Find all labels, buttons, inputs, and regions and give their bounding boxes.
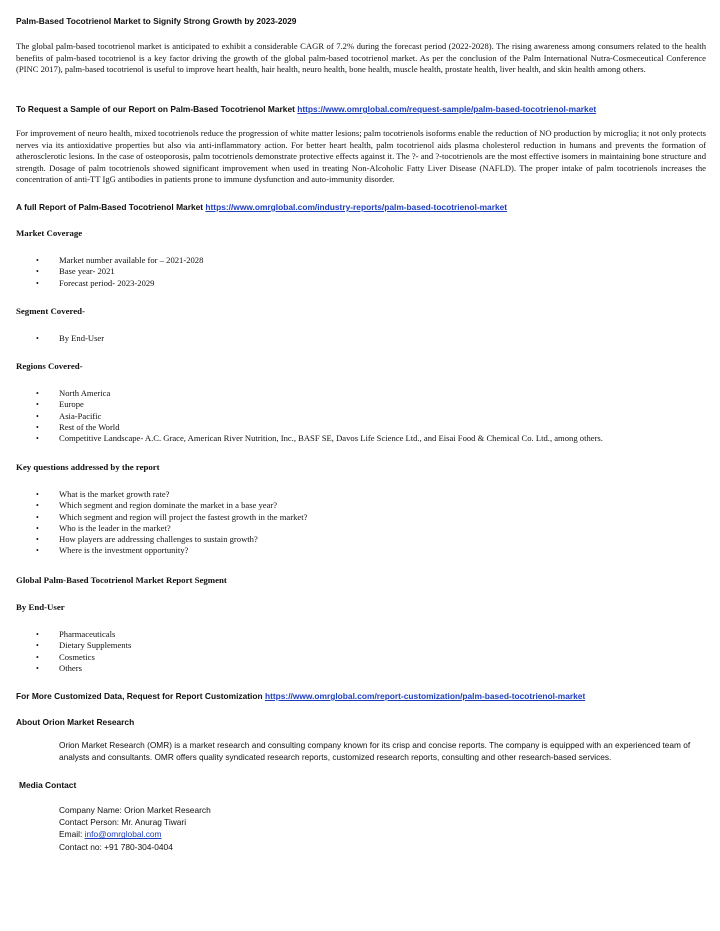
regions-covered-heading: Regions Covered-	[16, 361, 83, 371]
sample-request-line	[16, 104, 596, 115]
list-item: • Dietary Supplements	[36, 640, 131, 651]
market-coverage-list	[36, 255, 203, 289]
customization-line	[16, 691, 585, 702]
list-item: • Cosmetics	[36, 652, 131, 663]
customization-link[interactable]: https://www.omrglobal.com/report-customization/palm-based-tocotrienol-market	[264, 691, 586, 701]
key-questions-heading: Key questions addressed by the report	[16, 462, 160, 472]
segment-covered-heading: Segment Covered-	[16, 306, 85, 316]
list-item: • How players are addressing challenges to sustain growth?	[36, 534, 307, 545]
list-item: • Competitive Landscape- A.C. Grace, American River Nutrition, Inc., BASF SE, Davos Life Science Ltd., and Eisai Food & Chemical Co. Ltd., among others.	[36, 433, 603, 444]
media-contact-heading: Media Contact	[19, 780, 77, 790]
sample-request-link[interactable]: https://www.omrglobal.com/request-sample/palm-based-tocotrienol-market	[297, 104, 597, 114]
about-heading: About Orion Market Research	[16, 717, 135, 727]
full-report-link[interactable]: https://www.omrglobal.com/industry-reports/palm-based-tocotrienol-market	[205, 202, 508, 212]
list-item: • North America	[36, 388, 603, 399]
list-item: • Rest of the World	[36, 422, 603, 433]
by-end-user-heading: By End-User	[16, 602, 65, 612]
contact-phone: Contact no: +91 780-304-0404	[59, 841, 173, 852]
list-item: • Pharmaceuticals	[36, 629, 131, 640]
customization-label: For More Customized Data, Request for Report Customization	[16, 691, 263, 701]
contact-email-label: Email:	[59, 829, 83, 840]
full-report-label: A full Report of Palm-Based Tocotrienol Market	[16, 202, 204, 212]
report-segment-heading: Global Palm-Based Tocotrienol Market Report Segment	[16, 575, 227, 585]
regions-covered-list	[36, 388, 603, 444]
list-item: • By End-User	[36, 333, 104, 344]
list-item: • Others	[36, 663, 131, 674]
list-item: • What is the market growth rate?	[36, 489, 307, 500]
list-item: • Which segment and region dominate the market in a base year?	[36, 500, 307, 511]
list-item: • Europe	[36, 399, 603, 410]
market-coverage-heading: Market Coverage	[16, 228, 83, 238]
key-questions-list	[36, 489, 307, 557]
contact-person: Contact Person: Mr. Anurag Tiwari	[59, 817, 187, 828]
by-end-user-list	[36, 629, 131, 674]
contact-email-line	[59, 828, 699, 840]
intro-paragraph: The global palm-based tocotrienol market is anticipated to exhibit a considerable CAGR of 7.2% during the forecast period (2022-2028). The rising awareness among consumers related to the health benefits of palm-based tocotrienol is a key factor driving the growth of the global palm-based tocotrienol market. As per the conclusion of the Palm International Nutra-Cosmeceutical Conference (PINC 2017), palm-based tocotrienol is useful to improve heart health, hair health, neuro health, bone health, muscle health, prostate health, liver health, and skin health among others.	[16, 41, 706, 75]
list-item: • Market number available for – 2021-2028	[36, 255, 203, 266]
neuro-health-paragraph: For improvement of neuro health, mixed tocotrienols reduce the progression of white matter lesions; palm tocotrienols isoforms enable the reduction of NO production by microglia; it not only protects nerves via its antioxidative properties but also via anti-inflammatory action. For better heart health, palm tocotrienol aids plasma cholesterol reduction in humans and prevents the formation of atherosclerotic lesions. In the case of osteoporosis, palm tocotrienols demonstrate protective effects against it. The ?- and ?-tocotrienols are the most effective isomers in maintaining bone structure and strength. Dosage of palm tocotrienols showed significant improvement when used in treating Non-Alcoholic Fatty Liver Disease (NAFLD). The proper intake of palm tocotrienols increases the concentration of anti-TT IgG antibodies in patients prone to immune dysfunction and auto-immunity disorder.	[16, 128, 706, 185]
segment-covered-list	[36, 333, 104, 344]
list-item: • Where is the investment opportunity?	[36, 545, 307, 556]
document-title: Palm-Based Tocotrienol Market to Signify Strong Growth by 2023-2029	[16, 16, 297, 26]
list-item: • Who is the leader in the market?	[36, 523, 307, 534]
media-contact-block	[59, 804, 699, 853]
sample-request-label: To Request a Sample of our Report on Palm-Based Tocotrienol Market	[16, 104, 295, 114]
list-item: • Which segment and region will project the fastest growth in the market?	[36, 512, 307, 523]
list-item: • Base year- 2021	[36, 266, 203, 277]
contact-company: Company Name: Orion Market Research	[59, 805, 211, 815]
full-report-line	[16, 202, 507, 213]
about-paragraph: Orion Market Research (OMR) is a market research and consulting company known for its crisp and concise reports. The company is equipped with an experienced team of analysts and consultants. OMR offers quality syndicated research reports, customized research reports, consulting and other research-based services.	[59, 740, 691, 763]
contact-email-link[interactable]: info@omrglobal.com	[84, 829, 162, 840]
list-item: • Forecast period- 2023-2029	[36, 278, 203, 289]
list-item: • Asia-Pacific	[36, 411, 603, 422]
